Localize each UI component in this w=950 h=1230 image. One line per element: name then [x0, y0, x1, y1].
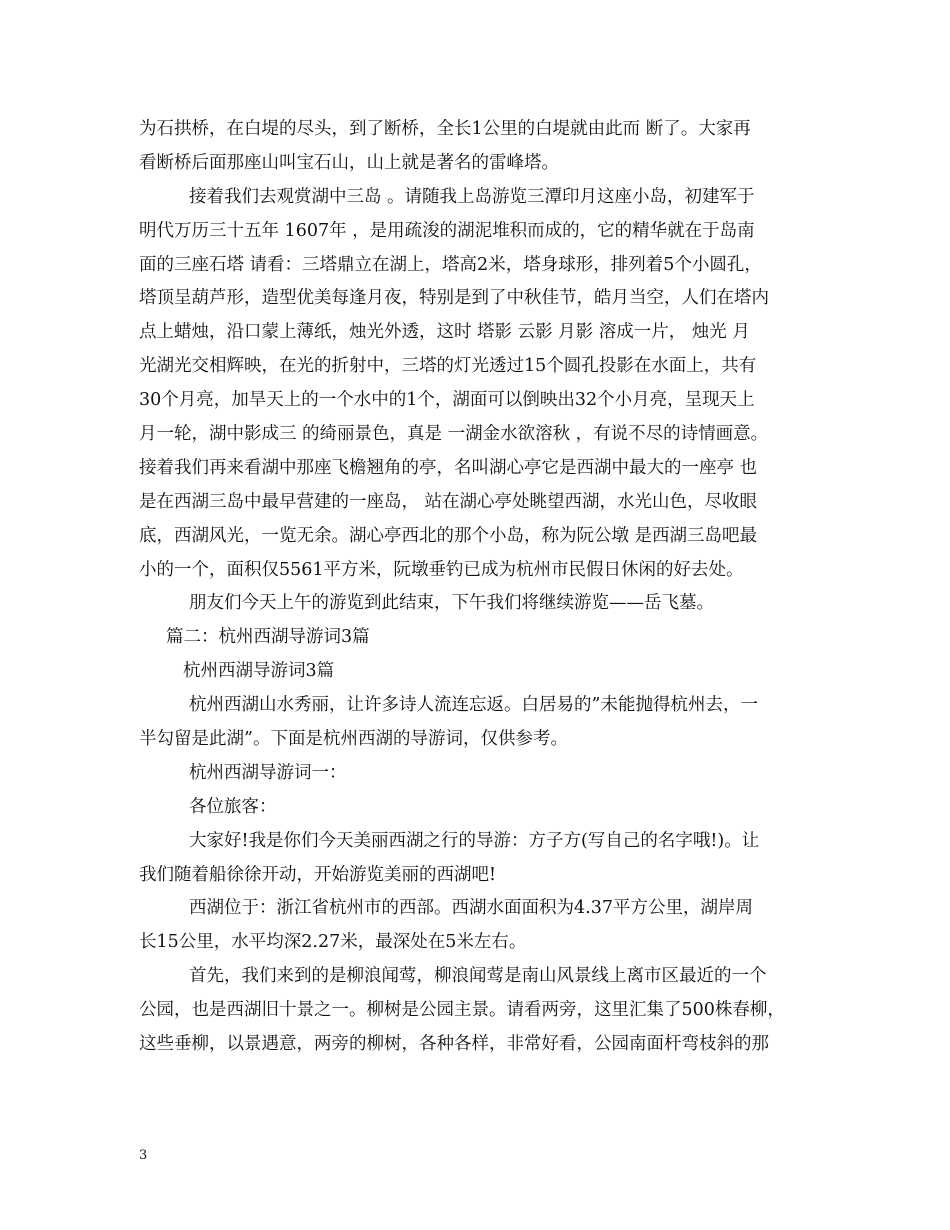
text-line: 这些垂柳，以景遇意，两旁的柳树，各种各样，非常好看，公园南面杆弯枝斜的那 — [139, 1034, 769, 1055]
text-line: 30个月亮，加旱天上的一个水中的1个，湖面可以倒映出32个小月亮，呈现天上 — [139, 390, 755, 411]
article-title: 杭州西湖导游词3篇 — [183, 661, 335, 682]
text-line: 看断桥后面那座山叫宝石山，山上就是著名的雷峰塔。 — [139, 152, 559, 173]
text-line: 月一轮，湖中影成三 的绮丽景色，真是 一湖金水欲溶秋 ，有说不尽的诗情画意。 — [139, 424, 769, 445]
text-line: 半勾留是此湖”。下面是杭州西湖的导游词，仅供参考。 — [139, 729, 568, 750]
text-line: 杭州西湖山水秀丽，让许多诗人流连忘返。白居易的”未能抛得杭州去，一 — [189, 695, 758, 716]
text-line: 我们随着船徐徐开动，开始游览美丽的西湖吧! — [139, 864, 497, 885]
text-line: 塔顶呈葫芦形，造型优美每逢月夜，特别是到了中秋佳节，皓月当空，人们在塔内 — [139, 288, 769, 309]
text-line: 面的三座石塔 请看：三塔鼎立在湖上，塔高2米，塔身球形，排列着5个小圆孔， — [139, 254, 762, 275]
text-line: 首先，我们来到的是柳浪闻莺，柳浪闻莺是南山风景线上离市区最近的一个 — [189, 966, 767, 987]
text-line: 接着我们去观赏湖中三岛 。请随我上岛游览三潭印月这座小岛，初建军于 — [189, 186, 755, 207]
text-line: 为石拱桥，在白堤的尽头，到了断桥，全长1公里的白堤就由此而 断了。大家再 — [139, 119, 751, 139]
text-line: 接着我们再来看湖中那座飞檐翘角的亭，名叫湖心亭它是西湖中最大的一座亭 也 — [139, 457, 758, 478]
page-number: 3 — [139, 1148, 148, 1163]
text-line: 朋友们今天上午的游览到此结束，下午我们将继续游览——岳飞墓。 — [189, 593, 714, 614]
text-line: 小的一个，面积仅5561平方米，阮墩垂钓已成为杭州市民假日休闲的好去处。 — [139, 559, 744, 580]
text-line: 光湖光交相辉映，在光的折射中，三塔的灯光透过15个圆孔投影在水面上，共有 — [139, 356, 757, 377]
text-line: 杭州西湖导游词一： — [189, 762, 347, 783]
text-line: 明代万历三十五年 1607年 ，是用疏浚的湖泥堆积而成的，它的精华就在于岛南 — [139, 220, 755, 241]
text-line: 底，西湖风光，一览无余。湖心亭西北的那个小岛，称为阮公墩 是西湖三岛吧最 — [139, 525, 758, 546]
text-line: 各位旅客： — [189, 796, 277, 817]
section-heading: 篇二：杭州西湖导游词3篇 — [166, 627, 370, 648]
text-line: 大家好!我是你们今天美丽西湖之行的导游：方子方(写自己的名字哦!)。让 — [189, 830, 760, 851]
text-line: 长15公里，水平均深2.27米，最深处在5米左右。 — [139, 932, 527, 953]
text-line: 是在西湖三岛中最早营建的一座岛， 站在湖心亭处眺望西湖，水光山色，尽收眼 — [139, 491, 758, 512]
text-line: 点上蜡烛，沿口蒙上薄纸，烛光外透，这时 塔影 云影 月影 溶成一片， 烛光 月 — [139, 322, 750, 343]
text-line: 公园，也是西湖旧十景之一。柳树是公园主景。请看两旁，这里汇集了500株春柳， — [139, 1000, 785, 1021]
text-line: 西湖位于：浙江省杭州市的西部。西湖水面面积为4.37平方公里，湖岸周 — [189, 898, 753, 919]
body-text — [139, 113, 829, 1062]
